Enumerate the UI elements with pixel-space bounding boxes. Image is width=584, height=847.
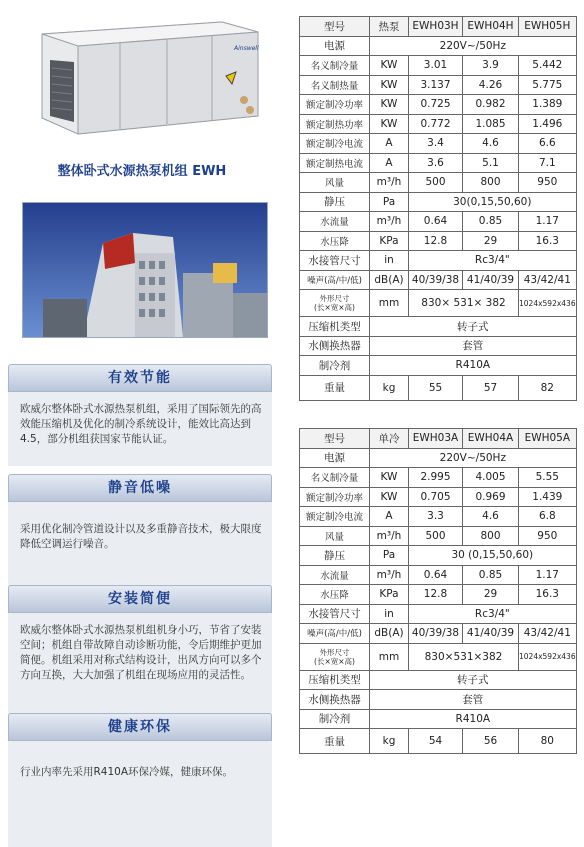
table-row <box>300 585 577 605</box>
table-cell: R410A <box>370 709 577 729</box>
table-cell: 41/40/39 <box>463 624 519 644</box>
table-cell: 830× 531× 382 <box>409 290 519 317</box>
row-label: 额定制冷功率 <box>300 487 370 507</box>
header-cell: EWH04H <box>463 17 519 37</box>
row-label: 重量 <box>300 729 370 754</box>
table-cell: 5.55 <box>519 468 577 488</box>
table-row <box>300 448 577 468</box>
table-cell: 1.389 <box>519 95 577 115</box>
header-cell: EWH05A <box>519 429 577 449</box>
table-cell: 29 <box>463 231 519 251</box>
table-cell: in <box>370 251 409 271</box>
header-cell: 型号 <box>300 429 370 449</box>
row-label: 名义制热量 <box>300 75 370 95</box>
table-cell: 29 <box>463 585 519 605</box>
row-label: 压缩机类型 <box>300 317 370 337</box>
table-row <box>300 709 577 729</box>
table-cell: 950 <box>519 173 577 193</box>
table-cell: m³/h <box>370 526 409 546</box>
table-cell: 57 <box>463 375 519 400</box>
table-cell: KW <box>370 95 409 115</box>
brand-logo: Ainswell <box>234 45 259 52</box>
table-cell: 40/39/38 <box>409 624 463 644</box>
feature-title: 有效节能 <box>8 364 272 392</box>
row-label: 重量 <box>300 375 370 400</box>
row-label: 水压降 <box>300 231 370 251</box>
table-row <box>300 565 577 585</box>
table-cell: KW <box>370 56 409 76</box>
table-cell: 30 (0,15,50,60) <box>409 546 577 566</box>
row-label: 噪声(高/中/低) <box>300 270 370 290</box>
table-cell: 1.085 <box>463 114 519 134</box>
row-label: 水压降 <box>300 585 370 605</box>
feature-text: 采用优化制冷管道设计以及多重静音技术，极大限度降低空调运行噪音。 <box>8 502 272 602</box>
row-label: 名义制冷量 <box>300 468 370 488</box>
row-label: 静压 <box>300 192 370 212</box>
table-cell: R410A <box>370 356 577 376</box>
feature-text: 欧威尔整体卧式水源热泵机组机身小巧，节省了安装空间；机组自带故障自动诊断功能，令后期维护更加简便。机组采用对称式结构设计，出风方向可以多个方向互换，大大加强了机组在现场应用的灵活性。 <box>8 613 272 725</box>
heat-pump-spec-table <box>299 16 577 401</box>
feature-title: 安装简便 <box>8 585 272 613</box>
table-cell: 82 <box>519 375 577 400</box>
row-label: 静压 <box>300 546 370 566</box>
feature-energy-saving <box>8 364 272 466</box>
table-cell: KW <box>370 468 409 488</box>
table-cell: 1.496 <box>519 114 577 134</box>
table-cell: 2.995 <box>409 468 463 488</box>
table-cell: 1.17 <box>519 565 577 585</box>
row-label: 风量 <box>300 526 370 546</box>
table-row <box>300 507 577 527</box>
table-cell: 40/39/38 <box>409 270 463 290</box>
table-row <box>300 290 577 317</box>
table-cell: 3.6 <box>409 153 463 173</box>
table-cell: 220V~/50Hz <box>370 448 577 468</box>
table-cell: A <box>370 153 409 173</box>
table-row <box>300 546 577 566</box>
table-cell: dB(A) <box>370 270 409 290</box>
table-row <box>300 643 577 670</box>
building-photo <box>22 202 268 338</box>
feature-eco-friendly <box>8 713 272 847</box>
table-cell: 56 <box>463 729 519 754</box>
table-cell: 80 <box>519 729 577 754</box>
header-cell: EWH05H <box>519 17 577 37</box>
table-cell: KW <box>370 487 409 507</box>
table-cell: m³/h <box>370 565 409 585</box>
table-row <box>300 231 577 251</box>
table-cell: mm <box>370 290 409 317</box>
feature-easy-install <box>8 585 272 725</box>
feature-text: 欧威尔整体卧式水源热泵机组，采用了国际领先的高效能压缩机及优化的制冷系统设计，能效比高达到4.5，部分机组获国家节能认证。 <box>8 392 272 466</box>
table-cell: 54 <box>409 729 463 754</box>
feature-low-noise <box>8 474 272 602</box>
table-row <box>300 153 577 173</box>
table-row <box>300 487 577 507</box>
table-cell: 7.1 <box>519 153 577 173</box>
table-cell: 830×531×382 <box>409 643 519 670</box>
table-cell: 6.8 <box>519 507 577 527</box>
table-cell: Pa <box>370 546 409 566</box>
table-cell: 3.4 <box>409 134 463 154</box>
row-label: 制冷剂 <box>300 356 370 376</box>
table-cell: 5.442 <box>519 56 577 76</box>
table-cell: 4.005 <box>463 468 519 488</box>
table-cell: 3.137 <box>409 75 463 95</box>
table-cell: kg <box>370 729 409 754</box>
cooling-only-spec-table <box>299 428 577 754</box>
table-cell: A <box>370 134 409 154</box>
row-label: 水侧换热器 <box>300 336 370 356</box>
table-cell: m³/h <box>370 173 409 193</box>
row-label: 额定制热电流 <box>300 153 370 173</box>
table-cell: 41/40/39 <box>463 270 519 290</box>
table-cell: kg <box>370 375 409 400</box>
table-row <box>300 36 577 56</box>
table-row <box>300 114 577 134</box>
table-cell: 0.85 <box>463 212 519 232</box>
table-row <box>300 75 577 95</box>
feature-text: 行业内率先采用R410A环保冷媒，健康环保。 <box>8 741 272 847</box>
table-row <box>300 95 577 115</box>
table-cell: 16.3 <box>519 231 577 251</box>
table-row <box>300 212 577 232</box>
table-cell: 套管 <box>370 336 577 356</box>
table-row <box>300 624 577 644</box>
feature-title: 静音低噪 <box>8 474 272 502</box>
table-row <box>300 56 577 76</box>
header-cell: 单冷 <box>370 429 409 449</box>
table-cell: 套管 <box>370 690 577 710</box>
row-label: 水流量 <box>300 565 370 585</box>
table-cell: Pa <box>370 192 409 212</box>
table-row <box>300 604 577 624</box>
row-label: 名义制冷量 <box>300 56 370 76</box>
table-row <box>300 468 577 488</box>
table-cell: KW <box>370 114 409 134</box>
table-cell: 0.772 <box>409 114 463 134</box>
table-cell: 500 <box>409 173 463 193</box>
table-row <box>300 270 577 290</box>
table-row <box>300 375 577 400</box>
table-cell: 6.6 <box>519 134 577 154</box>
table-cell: 43/42/41 <box>519 270 577 290</box>
table-cell: 950 <box>519 526 577 546</box>
table-cell: 800 <box>463 173 519 193</box>
row-label: 外形尺寸 (长×宽×高) <box>300 290 370 317</box>
row-label: 水流量 <box>300 212 370 232</box>
row-label: 水侧换热器 <box>300 690 370 710</box>
table-cell: Rc3/4" <box>409 604 577 624</box>
table-row <box>300 173 577 193</box>
row-label: 额定制冷电流 <box>300 134 370 154</box>
table-cell: KPa <box>370 585 409 605</box>
table-header-row <box>300 429 577 449</box>
table-row <box>300 690 577 710</box>
table-header-row <box>300 17 577 37</box>
table-row <box>300 356 577 376</box>
table-cell: 800 <box>463 526 519 546</box>
row-label: 压缩机类型 <box>300 670 370 690</box>
table-cell: 5.1 <box>463 153 519 173</box>
table-cell: 4.6 <box>463 507 519 527</box>
table-cell: mm <box>370 643 409 670</box>
table-cell: 16.3 <box>519 585 577 605</box>
table-cell: 43/42/41 <box>519 624 577 644</box>
table-cell: 0.705 <box>409 487 463 507</box>
header-cell: EWH03H <box>409 17 463 37</box>
table-cell: 12.8 <box>409 231 463 251</box>
table-cell: KPa <box>370 231 409 251</box>
table-cell: KW <box>370 75 409 95</box>
table-cell: 12.8 <box>409 585 463 605</box>
table-cell: 4.26 <box>463 75 519 95</box>
table-row <box>300 251 577 271</box>
row-label: 风量 <box>300 173 370 193</box>
header-cell: EWH04A <box>463 429 519 449</box>
table-cell: 500 <box>409 526 463 546</box>
table-row <box>300 317 577 337</box>
table-row <box>300 192 577 212</box>
table-cell: 0.725 <box>409 95 463 115</box>
row-label: 外形尺寸 (长×宽×高) <box>300 643 370 670</box>
row-label: 额定制热功率 <box>300 114 370 134</box>
table-cell: 0.969 <box>463 487 519 507</box>
table-cell: 1.17 <box>519 212 577 232</box>
table-cell: 3.01 <box>409 56 463 76</box>
table-cell: in <box>370 604 409 624</box>
table-row <box>300 134 577 154</box>
table-cell: Rc3/4" <box>409 251 577 271</box>
row-label: 电源 <box>300 36 370 56</box>
table-cell: 30(0,15,50,60) <box>409 192 577 212</box>
table-row <box>300 729 577 754</box>
row-label: 制冷剂 <box>300 709 370 729</box>
table-cell: 转子式 <box>370 670 577 690</box>
table-cell: dB(A) <box>370 624 409 644</box>
product-caption: 整体卧式水源热泵机组 EWH <box>57 164 227 179</box>
table-cell: 0.85 <box>463 565 519 585</box>
table-cell: 转子式 <box>370 317 577 337</box>
row-label: 噪声(高/中/低) <box>300 624 370 644</box>
table-row <box>300 670 577 690</box>
table-cell: 0.64 <box>409 212 463 232</box>
table-cell: 55 <box>409 375 463 400</box>
table-row <box>300 336 577 356</box>
heat-pump-unit-image <box>22 20 264 138</box>
table-cell: 0.982 <box>463 95 519 115</box>
table-cell: 220V~/50Hz <box>370 36 577 56</box>
row-label: 水接管尺寸 <box>300 251 370 271</box>
table-cell: 4.6 <box>463 134 519 154</box>
table-cell: 5.775 <box>519 75 577 95</box>
table-cell: A <box>370 507 409 527</box>
feature-title: 健康环保 <box>8 713 272 741</box>
table-cell: 3.9 <box>463 56 519 76</box>
table-cell: m³/h <box>370 212 409 232</box>
row-label: 水接管尺寸 <box>300 604 370 624</box>
table-row <box>300 526 577 546</box>
table-cell: 1024x592x436 <box>519 643 577 670</box>
left-column <box>0 0 284 829</box>
table-cell: 1.439 <box>519 487 577 507</box>
row-label: 电源 <box>300 448 370 468</box>
table-cell: 3.3 <box>409 507 463 527</box>
table-cell: 0.64 <box>409 565 463 585</box>
header-cell: 型号 <box>300 17 370 37</box>
table-cell: 1024x592x436 <box>519 290 577 317</box>
row-label: 额定制冷电流 <box>300 507 370 527</box>
header-cell: EWH03A <box>409 429 463 449</box>
header-cell: 热泵 <box>370 17 409 37</box>
row-label: 额定制冷功率 <box>300 95 370 115</box>
